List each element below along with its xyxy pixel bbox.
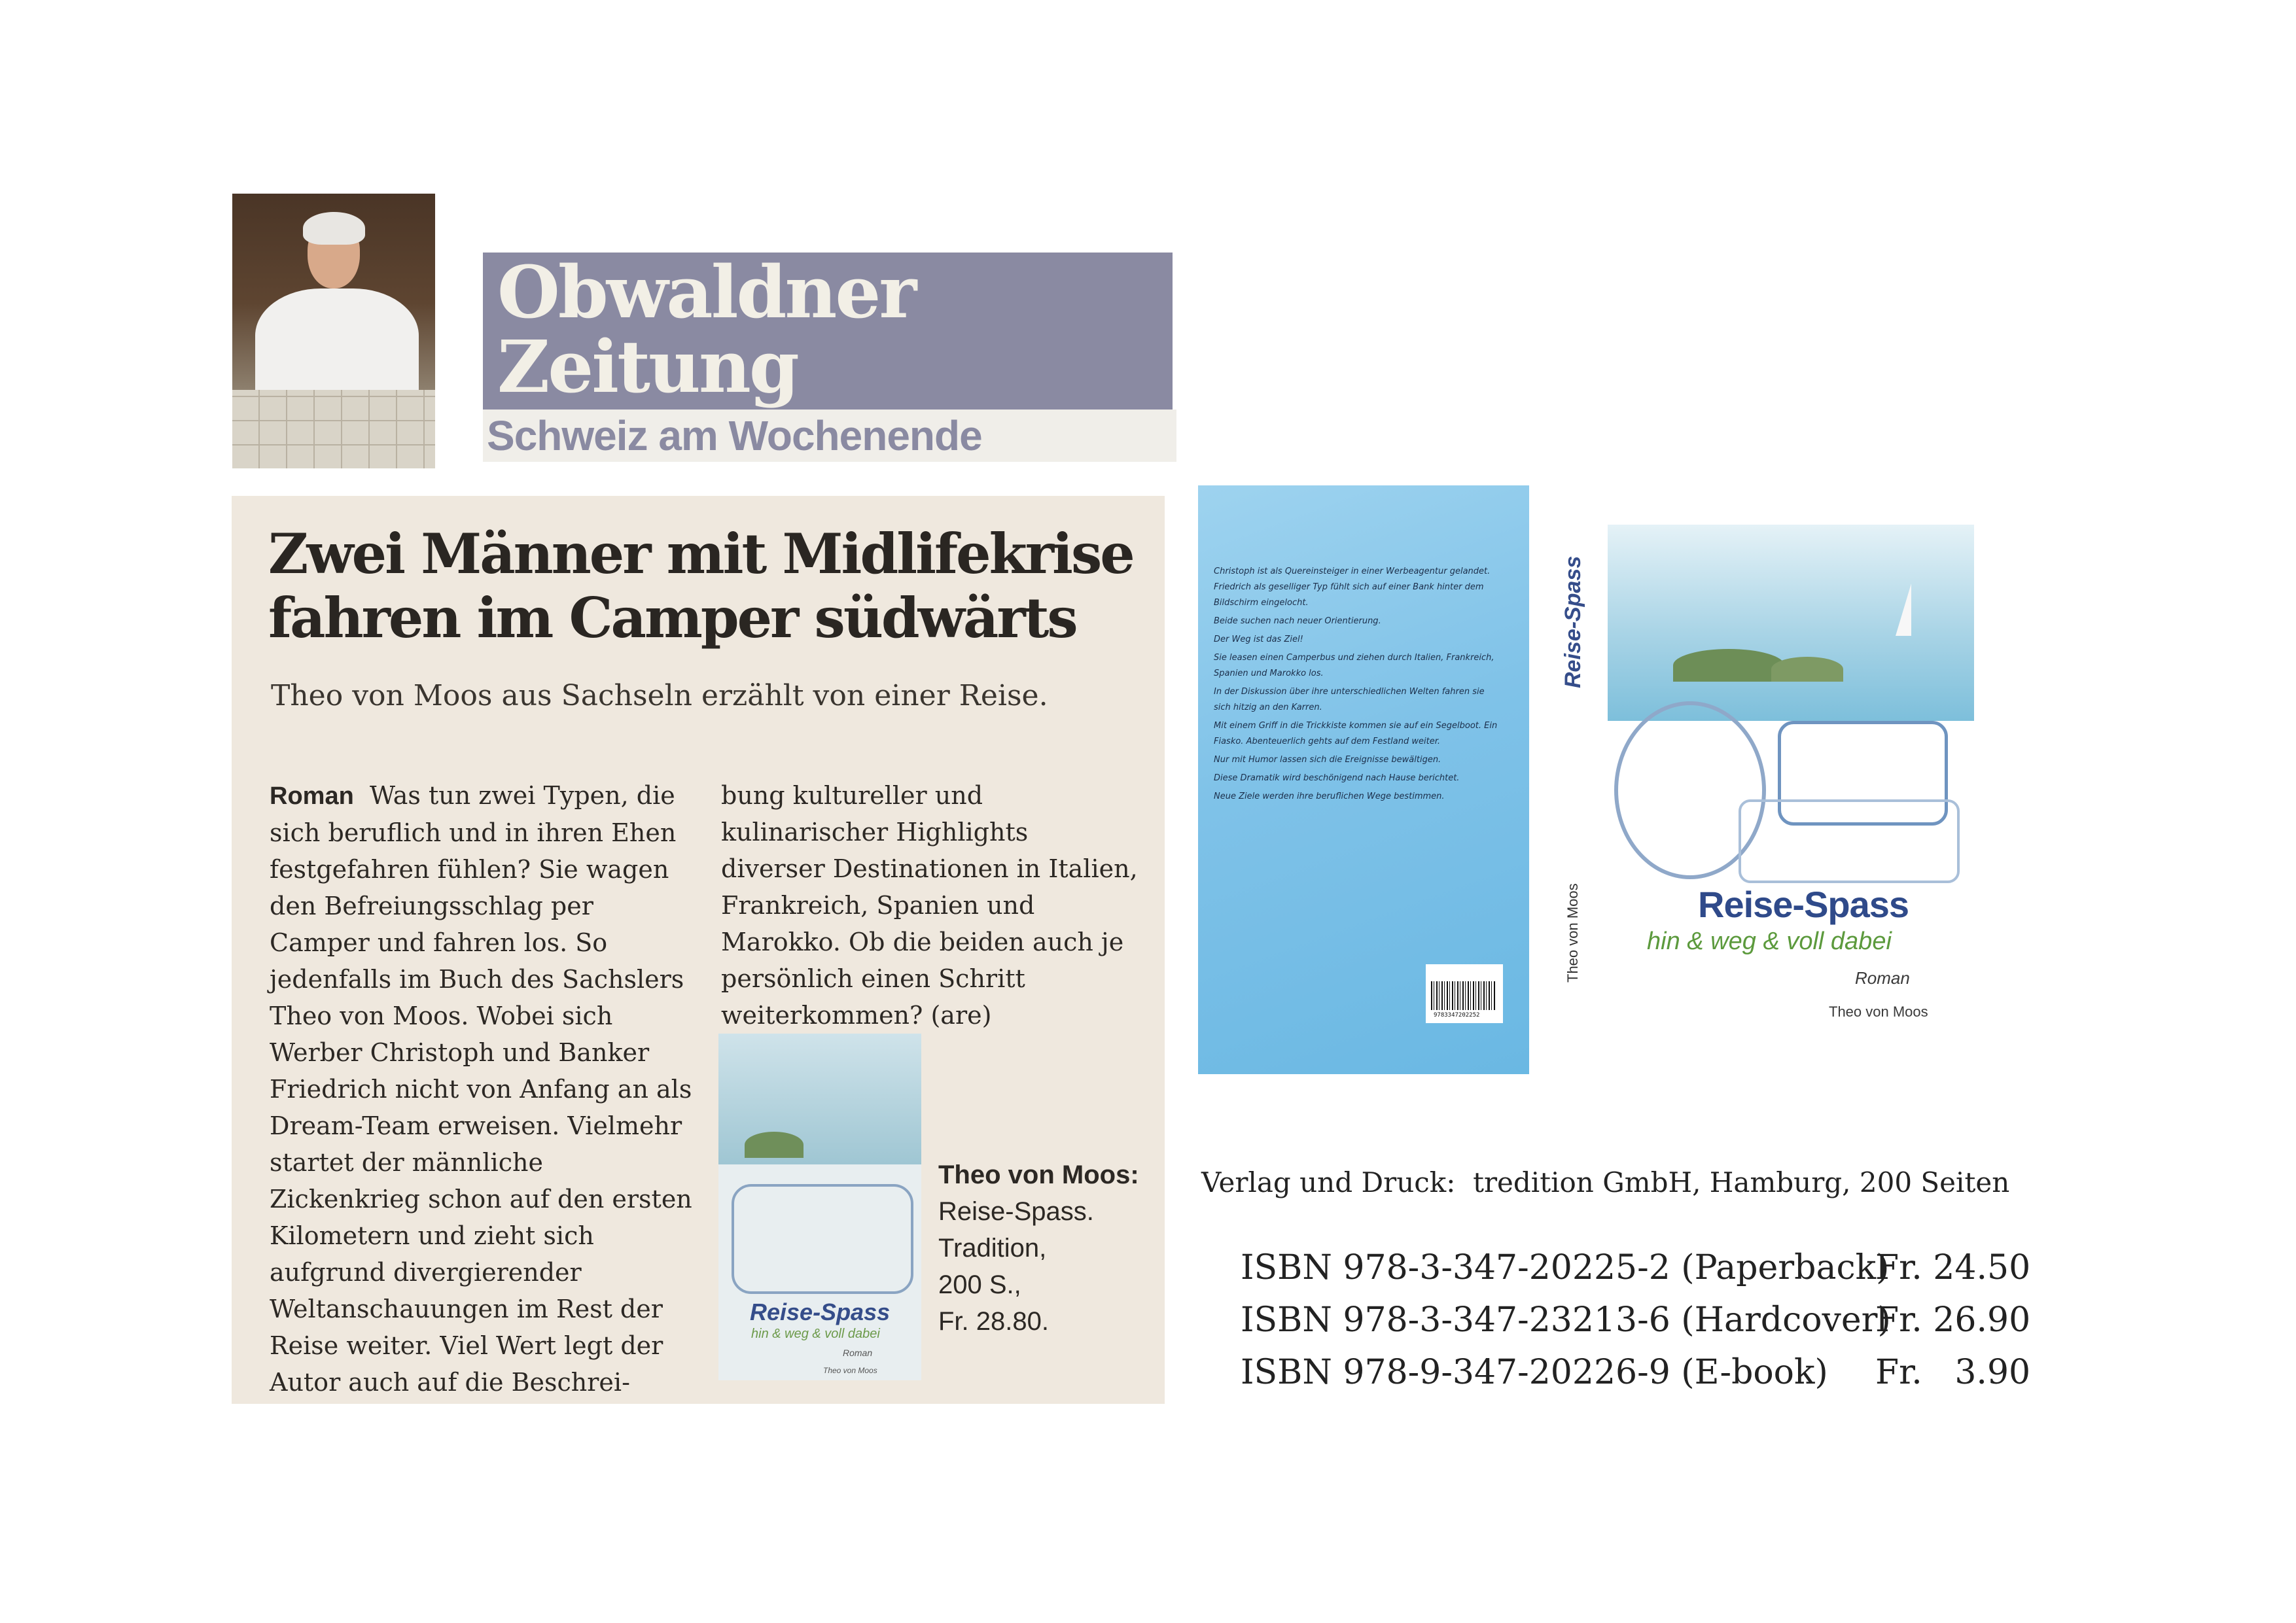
isbn-barcode: [1426, 964, 1503, 1023]
isbn-price: Fr. 26.90: [1875, 1300, 2031, 1340]
isbn-label: ISBN 978-3-347-20225-2 (Paperback): [1241, 1248, 1890, 1287]
thumbnail-title: Reise-Spass: [750, 1299, 891, 1325]
spine-author: Theo von Moos: [1564, 883, 1581, 983]
back-cover-blurb: [1214, 564, 1502, 807]
barcode-bars: [1431, 981, 1496, 1010]
cover-subtitle: hin & weg & voll dabei: [1647, 928, 1892, 955]
cover-genre: Roman: [1855, 968, 1910, 988]
masthead-title-line1: Obwaldner: [497, 250, 915, 334]
newspaper-masthead: [483, 238, 1173, 470]
book-info-box: [938, 1157, 1139, 1340]
cover-illustration-sea: [1608, 525, 1974, 721]
newspaper-clipping: [232, 496, 1165, 1404]
article-headline: Zwei Männer mit Midlifekrise fahren im Camper südwärts: [268, 521, 1133, 650]
publisher-line: Verlag und Druck: tredition GmbH, Hamburg, 200 Seiten: [1201, 1166, 2010, 1198]
article-kicker: Roman: [270, 782, 354, 810]
masthead-title-line2: Zeitung: [497, 324, 798, 409]
blurb-paragraph: Sie leasen einen Camperbus und ziehen durch Italien, Frankreich, Spanien und Marokko los.: [1214, 653, 1494, 678]
info-title: Reise-Spass.: [938, 1197, 1094, 1226]
cover-title: Reise-Spass: [1698, 884, 1909, 925]
spine-title: Reise-Spass: [1561, 555, 1585, 688]
article-column-2-text: bung kultureller und kulinarischer Highlights diverser Destinationen in Italien, Frankreich, Spanien und Marokko. Ob die beiden auch je persönlich einen Schritt weiterkommen? (are): [721, 781, 1138, 1030]
isbn-row: [1241, 1300, 2031, 1340]
blurb-paragraph: Neue Ziele werden ihre beruflichen Wege bestimmen.: [1214, 792, 1445, 801]
article-subheadline: Theo von Moos aus Sachseln erzählt von einer Reise.: [271, 679, 1048, 712]
book-spine: [1541, 485, 1606, 1074]
cover-author: Theo von Moos: [1829, 1003, 1928, 1020]
isbn-row: [1241, 1248, 2031, 1287]
barcode-number: 9783347202252: [1434, 1012, 1480, 1019]
blurb-paragraph: Christoph ist als Quereinsteiger in einer Werbeagentur gelandet. Friedrich als geselliger Typ fühlt sich auf einer Bank hinter dem Bildschirm eingelocht.: [1214, 567, 1491, 608]
article-column-1: [270, 777, 695, 1401]
thumbnail-genre: Roman: [843, 1348, 873, 1358]
blurb-paragraph: Der Weg ist das Ziel!: [1214, 635, 1303, 644]
blurb-paragraph: Beide suchen nach neuer Orientierung.: [1214, 616, 1381, 626]
isbn-price: Fr. 3.90: [1875, 1353, 2031, 1392]
info-publisher: Tradition,: [938, 1234, 1047, 1263]
blurb-paragraph: In der Diskussion über ihre unterschiedlichen Welten fahren sie sich hitzig an den Karren.: [1214, 687, 1485, 712]
article-column-2: [721, 777, 1140, 1034]
author-photo: [232, 194, 435, 468]
article-column-1-text: Was tun zwei Typen, die sich beruflich und in ihren Ehen festgefahren fühlen? Sie wagen den Befreiungsschlag per Camper und fahren los. So jedenfalls im Buch des Sachslers Theo von Moos. Wobei sich Werber Christoph und Banker Friedrich nicht von Anfang an als Dream-Team erweisen. Vielmehr startet der männliche Zickenkrieg schon auf den ersten Kilometern und zieht sich aufgrund divergierender Weltanschauungen im Rest der Reise weiter. Viel Wert legt der Autor auch auf die Beschrei-: [270, 781, 692, 1397]
info-price: Fr. 28.80.: [938, 1307, 1049, 1336]
info-author: Theo von Moos:: [938, 1161, 1139, 1189]
masthead-subtitle: Schweiz am Wochenende: [483, 410, 1176, 462]
book-back-cover: [1198, 485, 1529, 1074]
blurb-paragraph: Diese Dramatik wird beschönigend nach Hause berichtet.: [1214, 773, 1460, 783]
isbn-label: ISBN 978-3-347-23213-6 (Hardcover): [1241, 1300, 1891, 1340]
thumbnail-author: Theo von Moos: [823, 1366, 877, 1375]
blurb-paragraph: Mit einem Griff in die Trickkiste kommen sie auf ein Segelboot. Ein Fiasko. Abenteuerlich gehts auf dem Festland weiter.: [1214, 721, 1498, 746]
sailboat-icon: [1896, 584, 1911, 636]
isbn-row: [1241, 1353, 2031, 1392]
book-front-cover: [1608, 485, 1974, 1074]
info-pages: 200 S.,: [938, 1270, 1021, 1299]
isbn-price: Fr. 24.50: [1875, 1248, 2031, 1287]
blurb-paragraph: Nur mit Humor lassen sich die Ereignisse bewältigen.: [1214, 755, 1441, 765]
book-cover-thumbnail: [718, 1034, 921, 1380]
thumbnail-subtitle: hin & weg & voll dabei: [751, 1327, 880, 1341]
isbn-label: ISBN 978-9-347-20226-9 (E-book): [1241, 1353, 1828, 1392]
